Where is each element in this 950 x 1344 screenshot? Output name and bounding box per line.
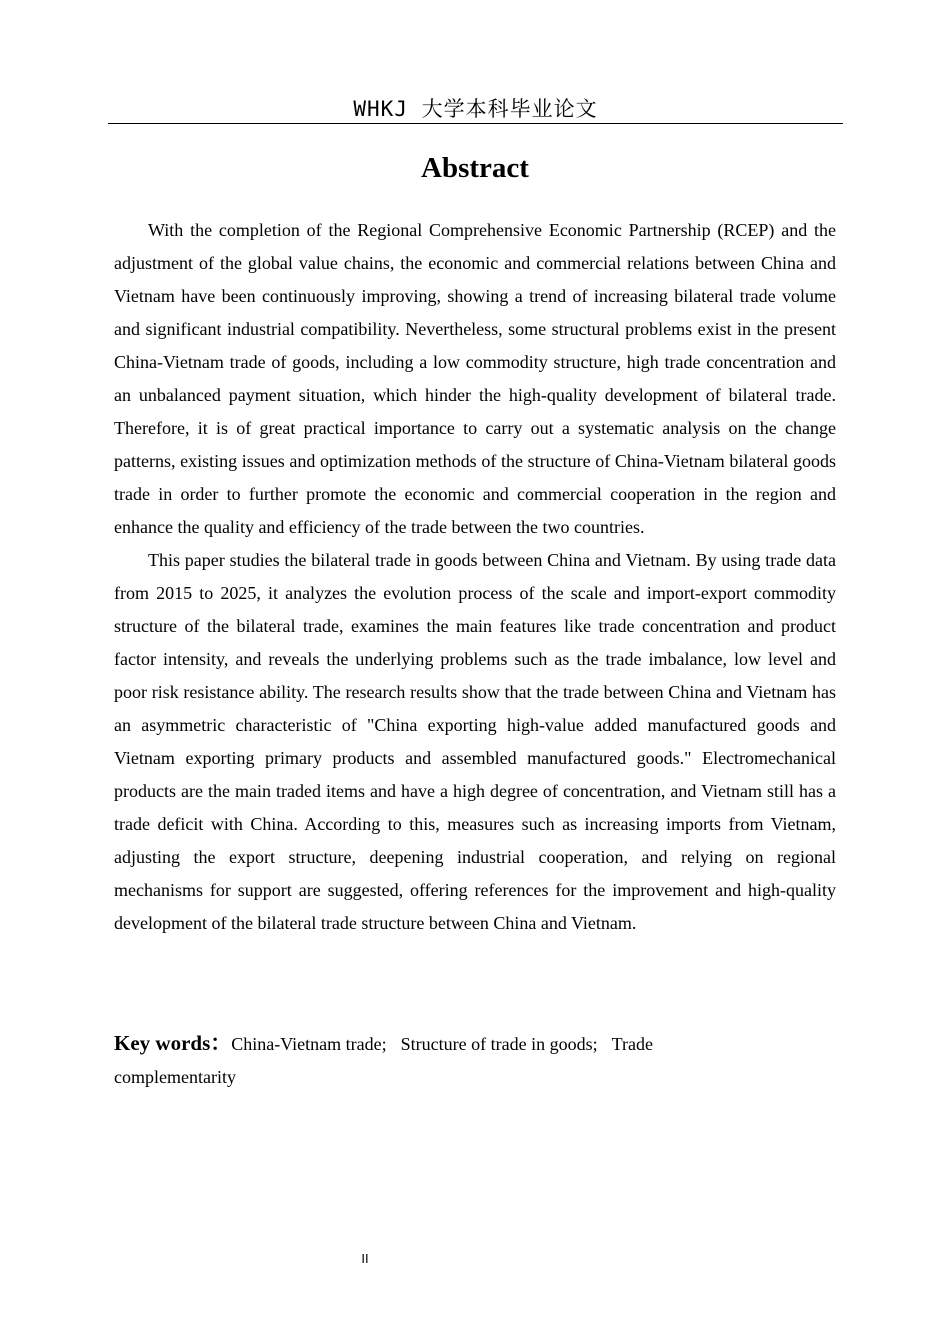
page-number: II: [361, 1251, 369, 1266]
keyword-item-2: Structure of trade in goods;: [400, 1034, 598, 1054]
keyword-item-3: Trade complementarity: [114, 1034, 653, 1087]
header-title: WHKJ 大学本科毕业论文: [353, 97, 598, 121]
keyword-item-1: China-Vietnam trade;: [231, 1034, 387, 1054]
keywords-section: [114, 1027, 724, 1094]
abstract-paragraph-2: This paper studies the bilateral trade in goods between China and Vietnam. By using trade data from 2015 to 2025, it analyzes the evolution process of the scale and import-export commodity structure of the bilateral trade, examines the main features like trade concentration and product factor intensity, and reveals the underlying problems such as the trade imbalance, low level and poor risk resistance ability. The research results show that the trade between China and Vietnam has an asymmetric characteristic of "China exporting high-value added manufactured goods and Vietnam exporting primary products and assembled manufactured goods." Electromechanical products are the main traded items and have a high degree of concentration, and Vietnam still has a trade deficit with China. According to this, measures such as increasing imports from Vietnam, adjusting the export structure, deepening industrial cooperation, and relying on regional mechanisms for support are suggested, offering references for the improvement and high-quality development of the bilateral trade structure between China and Vietnam.: [114, 550, 836, 933]
abstract-body: [114, 214, 836, 940]
page-header: [108, 95, 843, 124]
keywords-label: Key words：: [114, 1031, 232, 1055]
abstract-paragraph-1: With the completion of the Regional Comprehensive Economic Partnership (RCEP) and the adjustment of the global value chains, the economic and commercial relations between China and Vietnam have been continuously improving, showing a trend of increasing bilateral trade volume and significant industrial compatibility. Nevertheless, some structural problems exist in the present China-Vietnam trade of goods, including a low commodity structure, high trade concentration and an unbalanced payment situation, which hinder the high-quality development of bilateral trade. Therefore, it is of great practical importance to carry out a systematic analysis on the change patterns, existing issues and optimization methods of the structure of China-Vietnam bilateral goods trade in order to further promote the economic and commercial cooperation in the region and enhance the quality and efficiency of the trade between the two countries.: [114, 220, 836, 537]
abstract-title: Abstract: [421, 152, 529, 184]
